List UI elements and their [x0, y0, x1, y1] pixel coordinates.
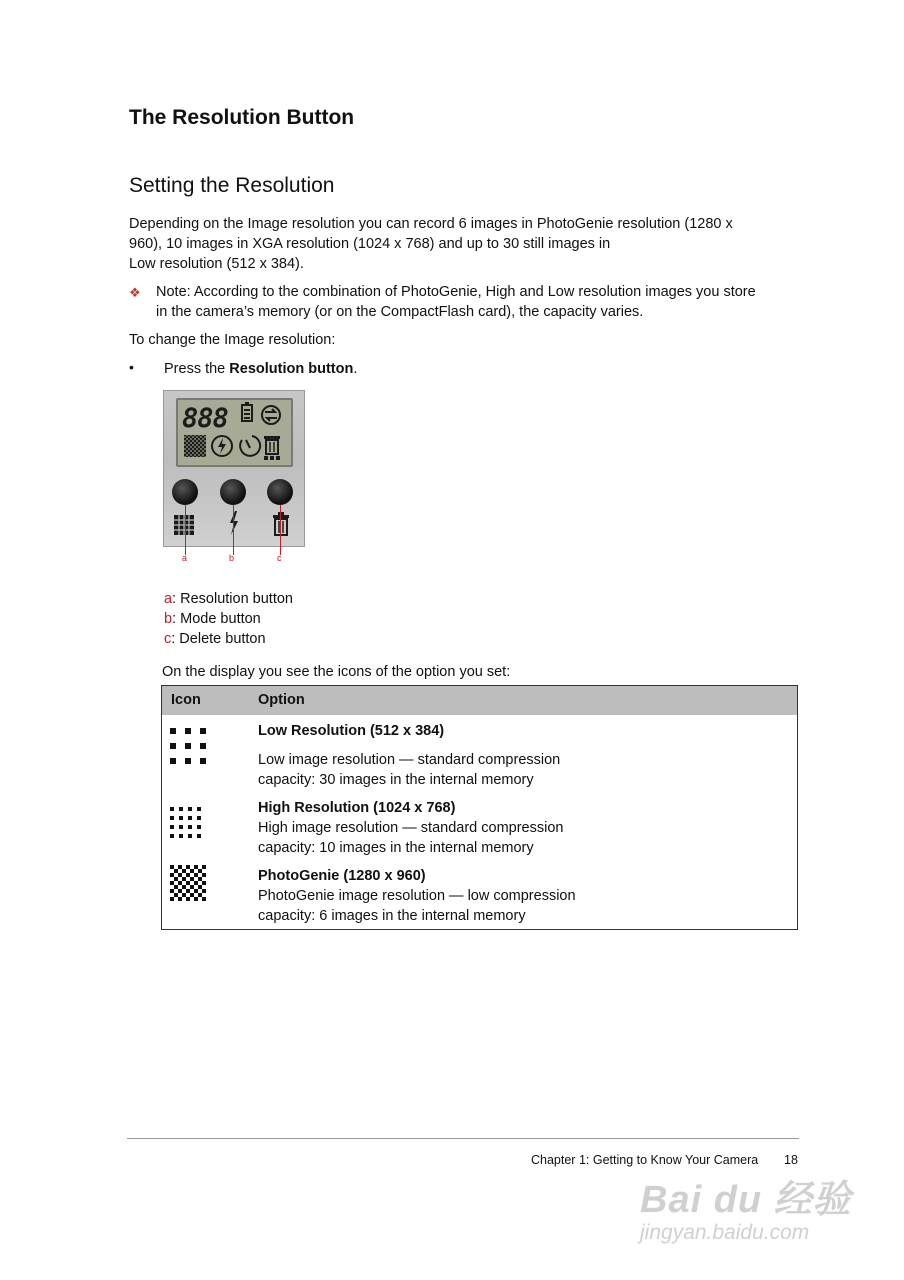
camera-control-panel: [163, 390, 305, 547]
intro-line-1: Depending on the Image resolution you can record 6 images in PhotoGenie resolution (1280 x: [129, 216, 733, 232]
row-photogenie-desc: PhotoGenie image resolution — low compression: [258, 888, 576, 904]
flash-bolt-icon: [230, 511, 238, 535]
pointer-label-a: a: [182, 553, 188, 563]
photogenie-checker-icon: [170, 865, 208, 903]
table-header-row: [162, 686, 797, 715]
intro-line-2: 960), 10 images in XGA resolution (1024 x 768) and up to 30 still images in: [129, 236, 611, 252]
row-photogenie-title: PhotoGenie (1280 x 960): [258, 868, 426, 884]
lcd-icons: [178, 400, 291, 465]
lcd-self-timer-icon: [240, 436, 260, 456]
watermark-logo: [640, 1168, 860, 1248]
row-high-desc: High image resolution — standard compression: [258, 820, 564, 836]
legend-item-b: b: Mode button: [164, 611, 261, 627]
lcd-flash-icon: [212, 436, 232, 456]
pointer-line-c: [280, 505, 281, 555]
bullet-icon: •: [129, 359, 134, 375]
lcd-battery-icon: [242, 402, 252, 421]
lcd-digits: 888: [182, 403, 228, 434]
instruction-text: To change the Image resolution:: [129, 332, 336, 348]
footer-divider: [127, 1138, 799, 1139]
step-text: [164, 359, 357, 379]
footer-page-number: 18: [784, 1153, 798, 1167]
section-heading: Setting the Resolution: [129, 174, 335, 197]
pointer-line-a: [185, 505, 186, 555]
pointer-label-b: b: [229, 553, 235, 563]
note-line-2: in the camera’s memory (or on the CompactFlash card), the capacity varies.: [156, 304, 644, 320]
note-diamond-icon: ❖: [129, 285, 141, 300]
delete-button: [267, 479, 293, 505]
watermark-url: jingyan.baidu.com: [640, 1221, 810, 1244]
intro-paragraph: [129, 214, 809, 274]
low-resolution-grid-icon: [170, 728, 210, 768]
high-resolution-grid-icon: [170, 807, 210, 847]
resolution-button: [172, 479, 198, 505]
watermark-brand: Bai du 经验: [640, 1179, 852, 1221]
footer-chapter: Chapter 1: Getting to Know Your Camera: [531, 1153, 759, 1167]
step-bold: Resolution button: [229, 361, 354, 377]
row-low-capacity: capacity: 30 images in the internal memory: [258, 772, 534, 788]
resolution-grid-icon: [174, 515, 194, 535]
lcd-mode-cycle-icon: [262, 406, 280, 424]
row-low-desc: Low image resolution — standard compression: [258, 752, 561, 768]
intro-line-3: Low resolution (512 x 384).: [129, 256, 304, 272]
header-option: Option: [258, 692, 305, 708]
header-icon: Icon: [171, 692, 201, 708]
pointer-line-b: [233, 505, 234, 555]
table-intro-text: On the display you see the icons of the option you set:: [162, 664, 511, 680]
mode-button: [220, 479, 246, 505]
legend-item-c: c: Delete button: [164, 631, 266, 647]
pointer-label-c: c: [277, 553, 282, 563]
button-legend: [164, 589, 293, 649]
row-high-title: High Resolution (1024 x 768): [258, 800, 456, 816]
trash-can-icon: [273, 512, 289, 535]
note-line-1: Note: According to the combination of PhotoGenie, High and Low resolution images you store: [156, 284, 756, 300]
lcd-display: [176, 398, 293, 467]
row-high-capacity: capacity: 10 images in the internal memory: [258, 840, 534, 856]
lcd-resolution-icon: [184, 435, 206, 457]
note-block: [156, 282, 806, 322]
step-prefix: Press the: [164, 361, 230, 377]
legend-item-a: a: Resolution button: [164, 591, 293, 607]
page-title: The Resolution Button: [129, 106, 355, 129]
lcd-trash-icon: [264, 436, 280, 460]
row-photogenie-capacity: capacity: 6 images in the internal memory: [258, 908, 526, 924]
step-suffix: .: [353, 361, 358, 377]
resolution-options-table: [161, 685, 798, 930]
row-low-title: Low Resolution (512 x 384): [258, 723, 445, 739]
